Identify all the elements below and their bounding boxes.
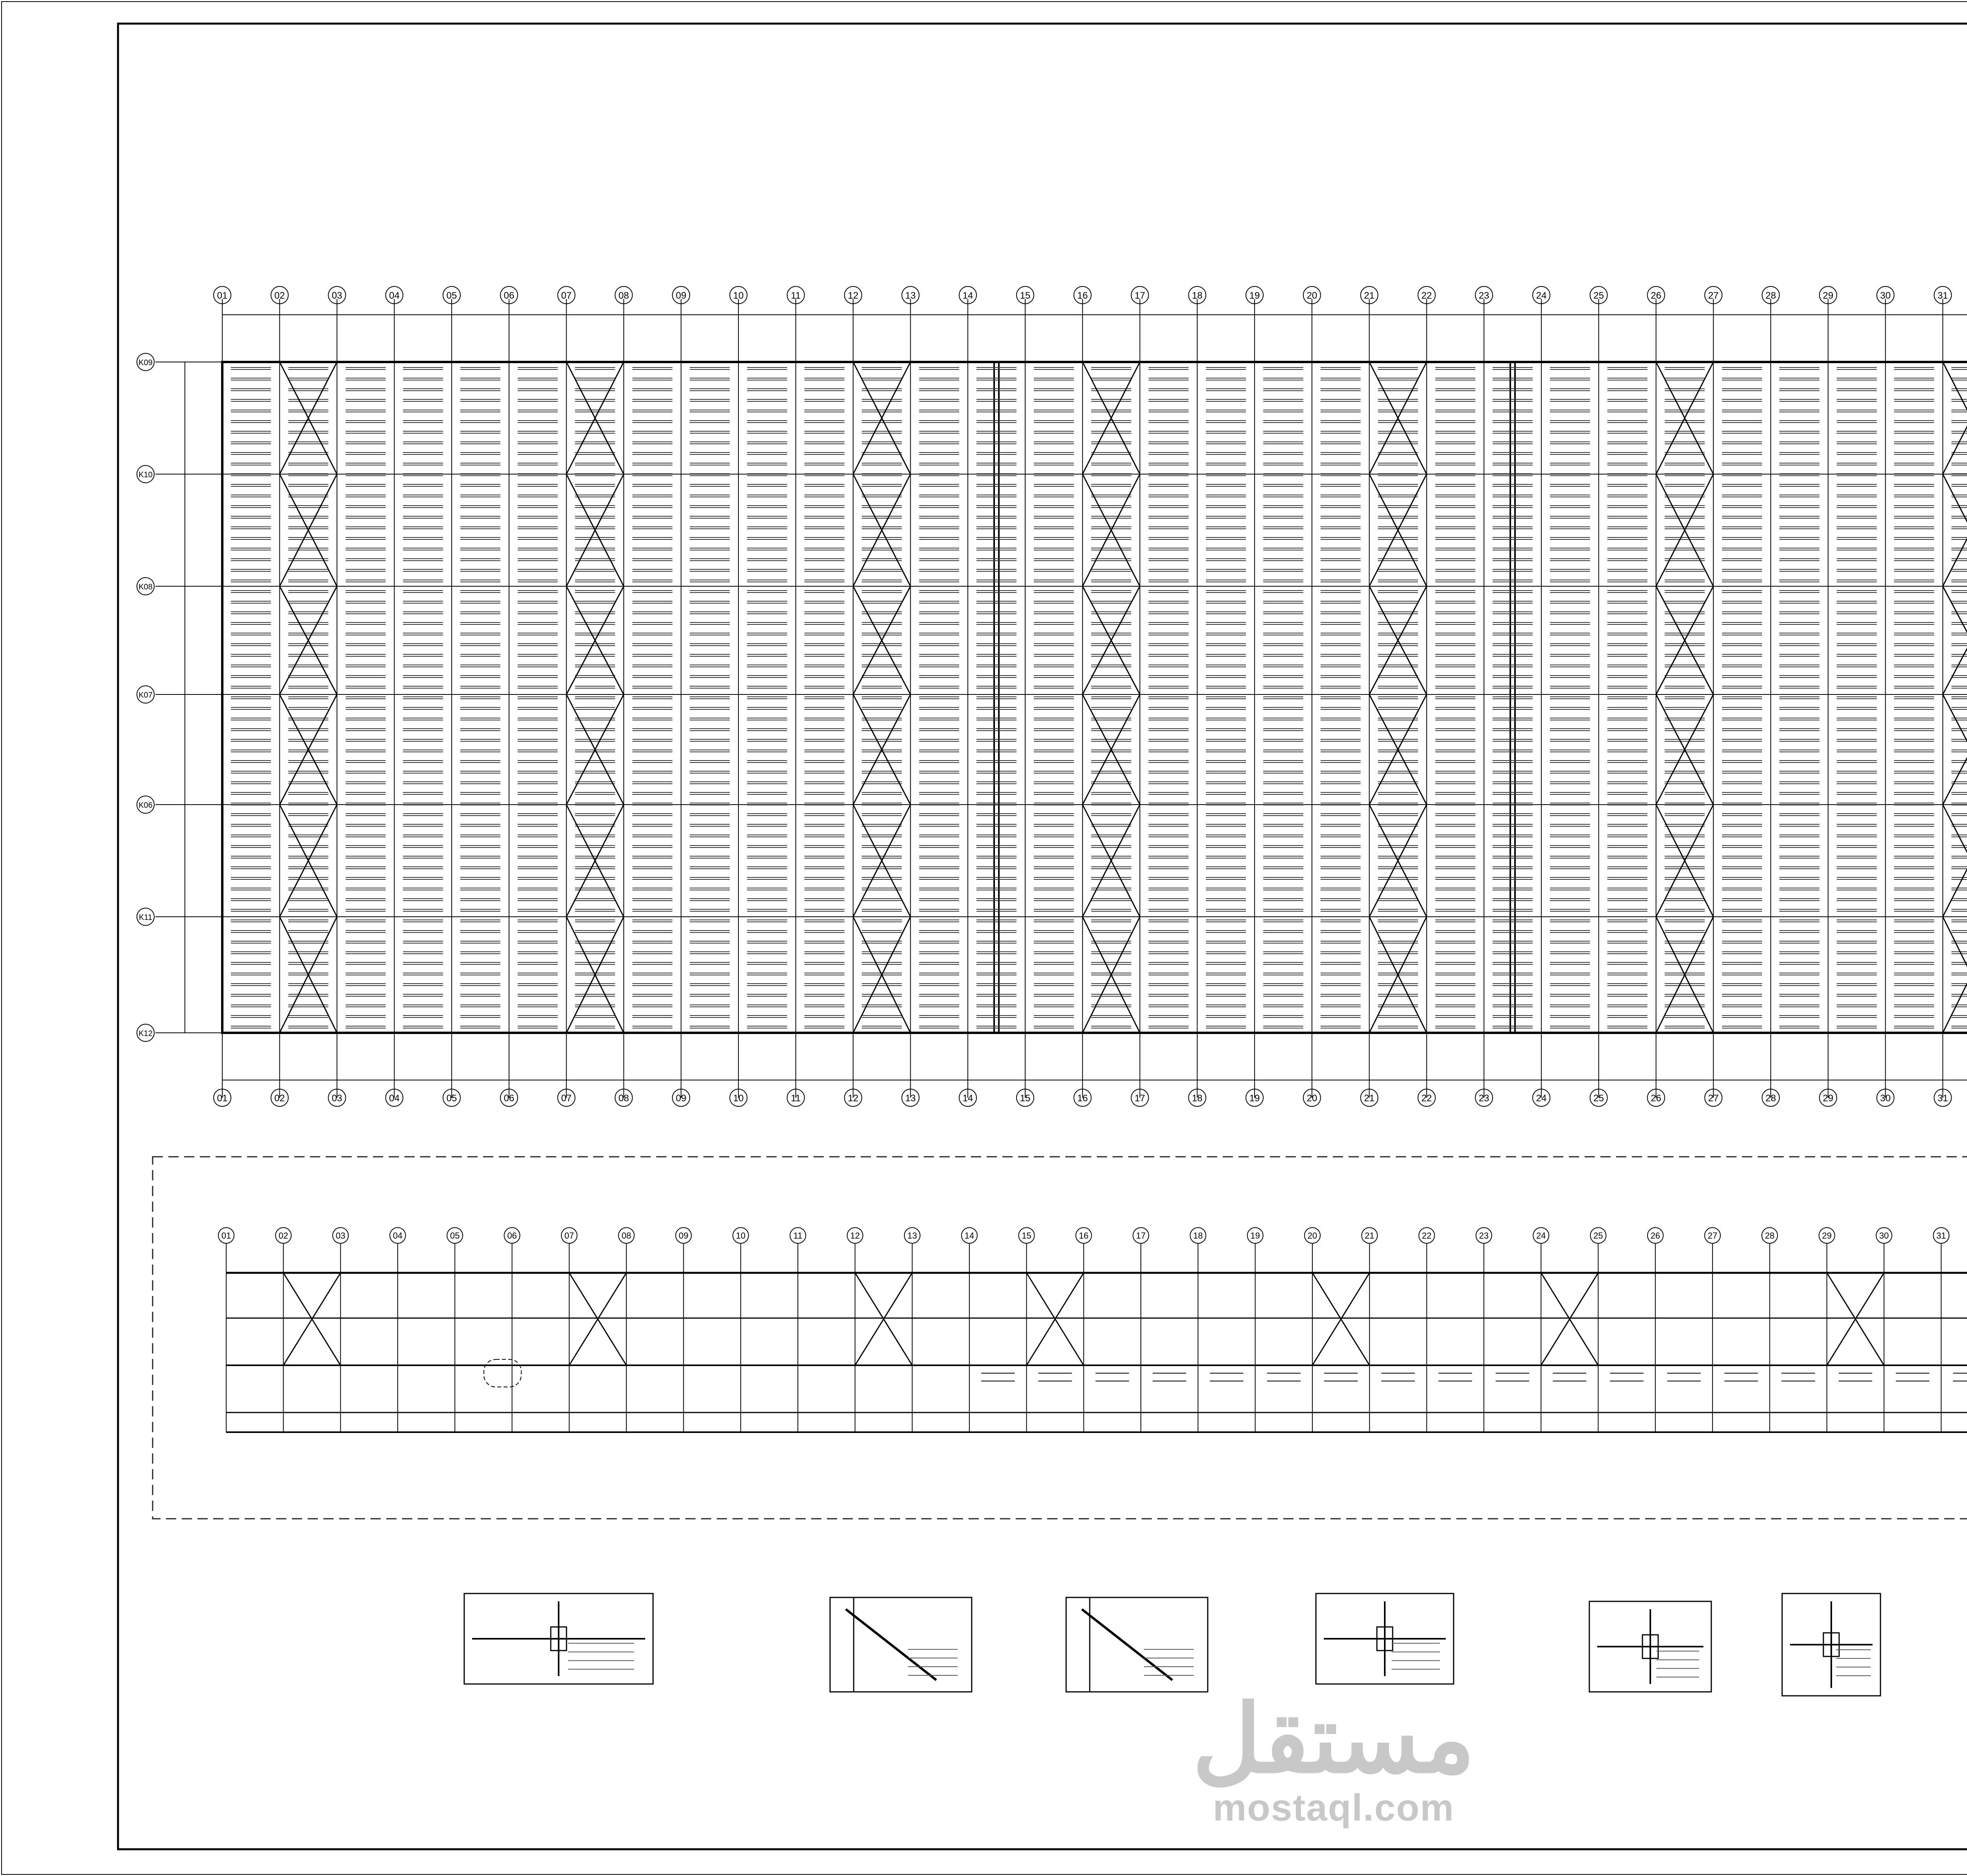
roof-bracing xyxy=(1083,805,1140,917)
roof-bracing xyxy=(1656,694,1714,805)
canopy-line xyxy=(1610,1373,1644,1381)
grid-label: 01 xyxy=(217,1093,228,1104)
grid-label: 03 xyxy=(336,1231,345,1241)
canopy-line xyxy=(1781,1373,1815,1381)
roof-bracing xyxy=(1369,805,1427,917)
canopy-line xyxy=(1210,1373,1243,1381)
grid-label: 31 xyxy=(1937,1093,1948,1104)
grid-label: 12 xyxy=(848,290,858,301)
grid-label: 11 xyxy=(791,1093,801,1104)
roof-bracing xyxy=(1369,694,1427,805)
grid-label: 02 xyxy=(274,290,285,301)
grid-label: 26 xyxy=(1651,1093,1661,1104)
elevation-bracing xyxy=(1312,1273,1369,1365)
grid-label: K10 xyxy=(138,471,153,479)
grid-label: 24 xyxy=(1536,290,1547,301)
roof-bracing xyxy=(1083,694,1140,805)
grid-label: K09 xyxy=(138,358,153,367)
grid-label: 31 xyxy=(1936,1231,1946,1241)
roof-floor-plan xyxy=(137,286,1967,1106)
grid-label: 17 xyxy=(1135,1093,1145,1104)
detail-member xyxy=(1082,1609,1172,1680)
canopy-line xyxy=(1724,1373,1758,1381)
grid-label: 04 xyxy=(393,1231,403,1241)
cloud-mark xyxy=(484,1359,521,1387)
grid-label: 30 xyxy=(1879,1231,1889,1241)
grid-label: 13 xyxy=(905,1093,916,1104)
grid-label: 18 xyxy=(1193,1231,1203,1241)
grid-label: 13 xyxy=(905,290,916,301)
grid-label: 02 xyxy=(274,1093,285,1104)
grid-label: 11 xyxy=(791,290,801,301)
grid-label: 31 xyxy=(1937,290,1948,301)
grid-label: 20 xyxy=(1307,1231,1317,1241)
grid-label: 18 xyxy=(1192,290,1203,301)
roof-bracing xyxy=(566,586,624,694)
grid-label: 20 xyxy=(1306,290,1317,301)
grid-label: 06 xyxy=(504,290,515,301)
canopy-line xyxy=(1496,1373,1529,1381)
grid-label: 10 xyxy=(733,290,744,301)
grid-label: 04 xyxy=(389,290,400,301)
grid-label: 07 xyxy=(561,1093,572,1104)
grid-label: 18 xyxy=(1192,1093,1203,1104)
grid-label: 17 xyxy=(1136,1231,1146,1241)
grid-label: 15 xyxy=(1022,1231,1031,1241)
grid-label: 15 xyxy=(1020,1093,1031,1104)
grid-label: 23 xyxy=(1479,1231,1489,1241)
roof-bracing xyxy=(853,362,911,474)
watermark xyxy=(1149,1686,1519,1830)
grid-label: 22 xyxy=(1421,290,1432,301)
elevation-view xyxy=(218,1228,1967,1432)
canopy-line xyxy=(1553,1373,1586,1381)
canopy-line xyxy=(1896,1373,1929,1381)
roof-bracing xyxy=(280,805,337,917)
canopy-line xyxy=(1839,1373,1872,1381)
canopy-line xyxy=(1038,1373,1072,1381)
elevation-bracing xyxy=(1827,1273,1884,1365)
canopy-line xyxy=(1381,1373,1415,1381)
grid-label: 27 xyxy=(1707,1231,1718,1241)
canopy-line xyxy=(1153,1373,1186,1381)
grid-label: 29 xyxy=(1822,1231,1832,1241)
canopy-line xyxy=(1324,1373,1358,1381)
grid-label: 20 xyxy=(1306,1093,1317,1104)
grid-label: 10 xyxy=(733,1093,744,1104)
elevation-bracing xyxy=(569,1273,626,1365)
canopy-line xyxy=(1953,1373,1967,1381)
canopy-line xyxy=(1096,1373,1129,1381)
roof-bracing xyxy=(1943,805,1967,917)
grid-label: 22 xyxy=(1422,1231,1432,1241)
grid-label: 24 xyxy=(1536,1093,1547,1104)
roof-bracing xyxy=(1083,362,1140,474)
grid-label: 08 xyxy=(621,1231,631,1241)
elevation-bracing xyxy=(283,1273,340,1365)
elevation-bracing xyxy=(1026,1273,1083,1365)
grid-label: 24 xyxy=(1536,1231,1546,1241)
connection-details xyxy=(464,1593,1880,1696)
watermark-arabic: مستقل xyxy=(1192,1686,1475,1792)
grid-label: 28 xyxy=(1765,1093,1776,1104)
canopy-line xyxy=(1667,1373,1701,1381)
grid-label: K12 xyxy=(138,1029,153,1038)
grid-label: 28 xyxy=(1765,1231,1775,1241)
grid-label: 04 xyxy=(389,1093,400,1104)
detail-member xyxy=(846,1609,936,1680)
grid-label: 12 xyxy=(850,1231,860,1241)
grid-label: 19 xyxy=(1249,1093,1260,1104)
grid-label: 21 xyxy=(1364,1093,1375,1104)
roof-bracing xyxy=(566,694,624,805)
roof-bracing xyxy=(566,362,624,474)
canopy-line xyxy=(981,1373,1015,1381)
grid-label: 21 xyxy=(1365,1231,1375,1241)
roof-bracing xyxy=(1369,586,1427,694)
roof-bracing xyxy=(1943,586,1967,694)
grid-label: 06 xyxy=(504,1093,515,1104)
grid-label: 29 xyxy=(1823,290,1834,301)
grid-label: 30 xyxy=(1880,290,1891,301)
grid-label: 05 xyxy=(450,1231,460,1241)
roof-bracing xyxy=(1656,362,1714,474)
roof-bracing xyxy=(280,362,337,474)
grid-label: 01 xyxy=(221,1231,231,1241)
grid-label: 02 xyxy=(279,1231,288,1241)
roof-bracing xyxy=(566,805,624,917)
outer-border xyxy=(2,2,1967,1874)
grid-label: 16 xyxy=(1077,1093,1088,1104)
grid-label: 14 xyxy=(962,1093,973,1104)
grid-label: 23 xyxy=(1478,290,1489,301)
grid-label: 08 xyxy=(618,290,629,301)
grid-label: 25 xyxy=(1593,1231,1603,1241)
grid-label: 17 xyxy=(1135,290,1145,301)
grid-label: 19 xyxy=(1249,290,1260,301)
grid-label: 13 xyxy=(907,1231,917,1241)
grid-label: 16 xyxy=(1077,290,1088,301)
roof-bracing xyxy=(853,805,911,917)
canopy-line xyxy=(1267,1373,1301,1381)
grid-label: K06 xyxy=(138,801,153,810)
grid-label: 03 xyxy=(332,1093,342,1104)
elevation-bracing xyxy=(1541,1273,1598,1365)
grid-label: 27 xyxy=(1708,290,1719,301)
elevation-bracing xyxy=(855,1273,912,1365)
grid-label: 05 xyxy=(446,1093,457,1104)
grid-label: 14 xyxy=(962,290,973,301)
elevation-frame xyxy=(153,1157,1967,1519)
canopy-line xyxy=(1439,1373,1472,1381)
roof-bracing xyxy=(280,694,337,805)
grid-label: 12 xyxy=(848,1093,858,1104)
grid-label: 11 xyxy=(793,1231,803,1241)
grid-label: 14 xyxy=(964,1231,974,1241)
grid-label: 23 xyxy=(1478,1093,1489,1104)
grid-label: 07 xyxy=(561,290,572,301)
grid-label: 25 xyxy=(1593,1093,1604,1104)
grid-label: 26 xyxy=(1650,1231,1661,1241)
grid-label: 09 xyxy=(675,290,686,301)
watermark-latin: mostaql.com xyxy=(1212,1787,1455,1829)
detail-frame xyxy=(830,1597,972,1692)
grid-label: 27 xyxy=(1708,1093,1719,1104)
grid-label: 08 xyxy=(618,1093,629,1104)
grid-label: 21 xyxy=(1364,290,1375,301)
grid-label: 22 xyxy=(1421,1093,1432,1104)
roof-bracing xyxy=(1656,805,1714,917)
grid-label: 26 xyxy=(1651,290,1661,301)
grid-label: 01 xyxy=(217,290,228,301)
grid-label: K08 xyxy=(138,583,153,591)
grid-label: 07 xyxy=(564,1231,574,1241)
grid-label: 03 xyxy=(332,290,342,301)
roof-bracing xyxy=(280,586,337,694)
purlin-lines xyxy=(231,367,1967,1028)
roof-bracing xyxy=(1943,362,1967,474)
grid-label: 05 xyxy=(446,290,457,301)
detail-frame xyxy=(1066,1597,1208,1692)
grid-label: 30 xyxy=(1880,1093,1891,1104)
grid-label: 15 xyxy=(1020,290,1031,301)
grid-label: 28 xyxy=(1765,290,1776,301)
grid-label: 09 xyxy=(679,1231,688,1241)
grid-label: 16 xyxy=(1079,1231,1089,1241)
grid-label: 25 xyxy=(1593,290,1604,301)
grid-label: K11 xyxy=(138,913,153,922)
roof-bracing xyxy=(1656,586,1714,694)
grid-label: 06 xyxy=(507,1231,517,1241)
grid-label: 19 xyxy=(1250,1231,1260,1241)
roof-bracing xyxy=(853,694,911,805)
roof-bracing xyxy=(1369,362,1427,474)
roof-bracing xyxy=(1083,586,1140,694)
grid-label: 09 xyxy=(675,1093,686,1104)
grid-label: 10 xyxy=(736,1231,746,1241)
grid-label: K07 xyxy=(138,691,153,700)
grid-label: 29 xyxy=(1823,1093,1834,1104)
roof-bracing xyxy=(853,586,911,694)
